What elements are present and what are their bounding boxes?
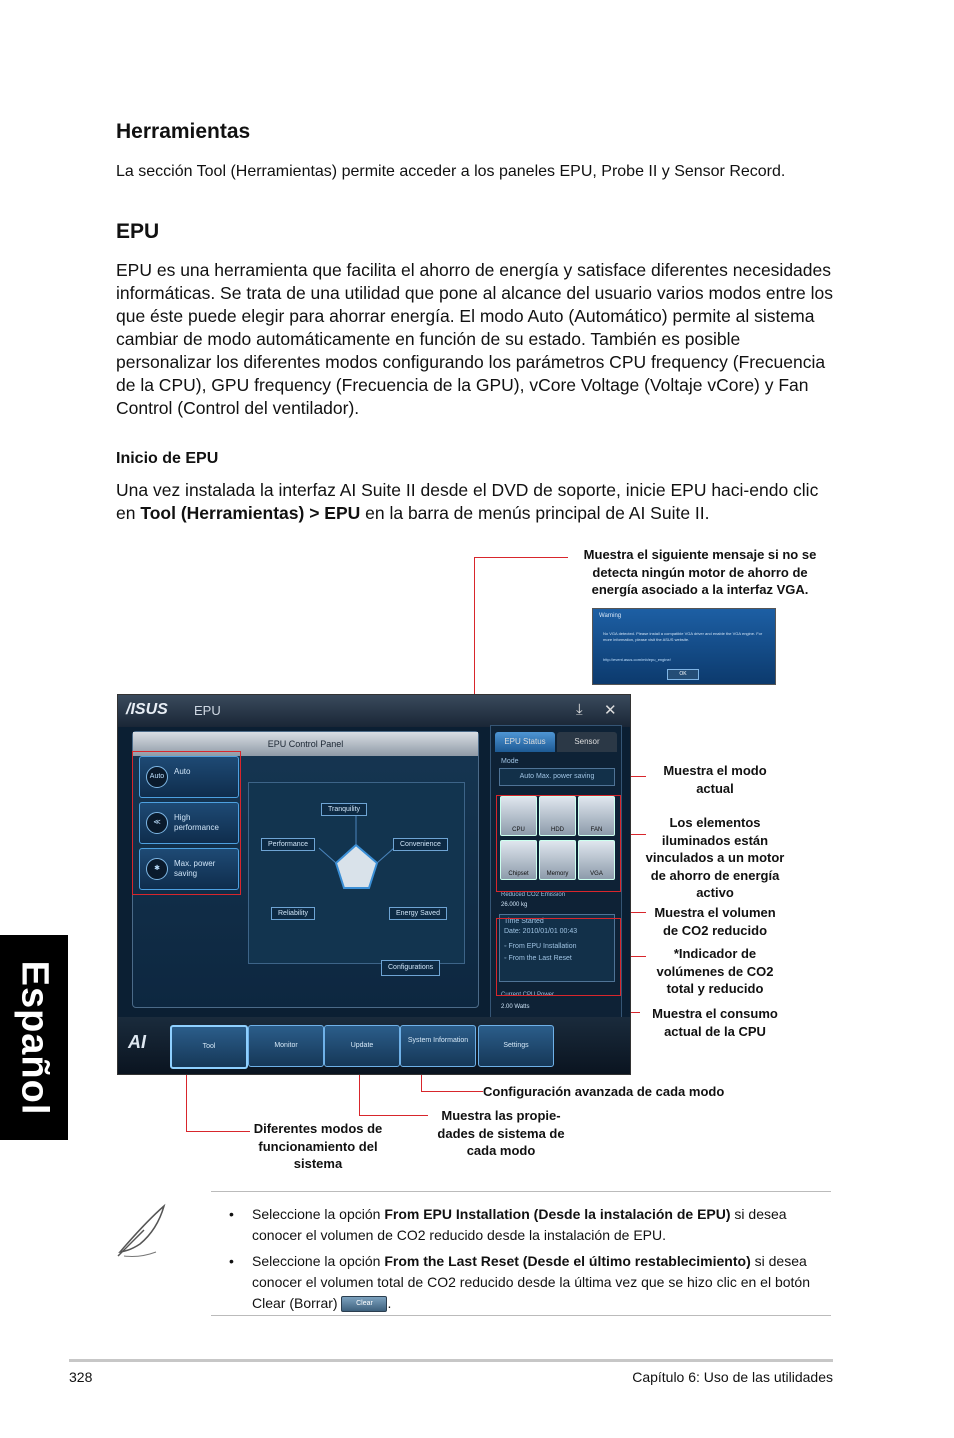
leader-line bbox=[421, 1091, 483, 1092]
note-text: . bbox=[387, 1295, 392, 1311]
note-text: Seleccione la opción bbox=[252, 1206, 385, 1222]
note-text: si desea conocer el volumen de CO2 reducido desde la instalación de EPU. bbox=[252, 1206, 787, 1243]
time-value: Date: 2010/01/01 00:43 bbox=[504, 928, 578, 935]
tile-label: HDD bbox=[551, 827, 564, 833]
menu-tool[interactable]: Tool bbox=[170, 1025, 248, 1069]
tab-sensor[interactable]: Sensor bbox=[557, 732, 617, 752]
mode-label: Mode bbox=[501, 758, 519, 765]
mode-label: High performance bbox=[174, 813, 219, 832]
radar-label-top: Tranquility bbox=[321, 803, 367, 816]
epu-paragraph: EPU es una herramienta que facilita el ahorro de energía y satisface diferentes necesidades informáticas. Se trata de una utilidad que pone al alcance del usuario varios modos entre los que éste puede elegir para ahorrar energía. El modo Auto (Automático) permite al sistema cambiar de modo automáticamente en función de su estado. También es posible personalizar los diferentes modos configurando los parámetros CPU frequency (Frecuencia de la CPU), GPU frequency (Frecuencia de la GPU), vCore Voltage (Voltaje vCore) y Fan Control (Control del ventilador). bbox=[116, 260, 833, 418]
callout-config: Configuración avanzada de cada modo bbox=[483, 1084, 725, 1099]
note-item bbox=[211, 1204, 831, 1246]
clear-button: Clear bbox=[341, 1296, 387, 1312]
saving-icon: ✱ bbox=[146, 858, 168, 880]
auto-icon: Auto bbox=[146, 766, 168, 788]
radar-label-left: Performance bbox=[261, 838, 315, 851]
start-title: Inicio de EPU bbox=[116, 450, 219, 467]
start-text-end: en la barra de menús principal de AI Suite II. bbox=[360, 503, 710, 523]
radar-chart bbox=[248, 782, 465, 964]
radar-axis bbox=[319, 848, 336, 863]
mode-label: Max. power saving bbox=[174, 859, 216, 878]
callout-cpu: Muestra el consumo actual de la CPU bbox=[652, 1006, 778, 1039]
page-number: 328 bbox=[69, 1369, 93, 1385]
tile-label: FAN bbox=[590, 827, 603, 833]
mode-value: Auto Max. power saving bbox=[499, 768, 615, 786]
callout-vga: Muestra el siguiente mensaje si no se detecta ningún motor de ahorro de energía asociado a la interfaz VGA. bbox=[583, 547, 817, 597]
radio-from-installation[interactable]: ◦ From EPU Installation bbox=[504, 943, 577, 950]
radio-from-last-reset[interactable]: ◦ From the Last Reset bbox=[504, 955, 572, 962]
menu-settings[interactable]: Settings bbox=[478, 1025, 554, 1067]
footer-divider bbox=[69, 1359, 833, 1362]
note-box bbox=[211, 1191, 831, 1316]
note-item bbox=[211, 1251, 831, 1314]
warning-text: No VGA detected. Please install a compatible VGA driver and enable the VGA engine. For more information, please visit the ASUS website. bbox=[603, 631, 763, 642]
leader-line bbox=[359, 1115, 428, 1116]
co2-label: Reduced CO2 Emission bbox=[501, 892, 566, 898]
highlight-modes bbox=[132, 751, 241, 895]
app-titlebar bbox=[118, 695, 630, 727]
note-quill-icon bbox=[110, 1200, 172, 1260]
app-title: EPU bbox=[194, 703, 221, 718]
close-icon[interactable]: ✕ bbox=[604, 702, 617, 719]
co2-value: 26.000 kg bbox=[501, 902, 528, 908]
chapter-title: Capítulo 6: Uso de las utilidades bbox=[632, 1369, 833, 1385]
asus-logo: /ISUS bbox=[126, 701, 168, 718]
radar-label-bottom-left: Reliability bbox=[271, 907, 315, 920]
tile-label: CPU bbox=[512, 827, 525, 833]
callout-lit: Los elementos iluminados están vinculados a un motor de ahorro de energía activo bbox=[645, 815, 785, 900]
radar-axis bbox=[377, 848, 394, 863]
warning-title: Warning bbox=[599, 613, 622, 619]
cpu-power-label: Current CPU Power bbox=[501, 992, 555, 998]
intro-paragraph: La sección Tool (Herramientas) permite acceder a los paneles EPU, Probe II y Sensor Record. bbox=[116, 163, 786, 180]
tile-label: VGA bbox=[590, 871, 603, 877]
cpu-power-value: 2.00 Watts bbox=[501, 1004, 530, 1010]
configurations-button[interactable]: Configurations bbox=[381, 960, 440, 976]
leader-line bbox=[186, 1131, 250, 1132]
language-tab bbox=[0, 935, 68, 1140]
radar-label-right: Convenience bbox=[393, 838, 448, 851]
radar-label-bottom-right: Energy Saved bbox=[389, 907, 447, 920]
minimize-icon[interactable]: ⤓ bbox=[576, 701, 583, 718]
ai-suite-logo: AI bbox=[128, 1032, 146, 1052]
radio-label: From the Last Reset bbox=[508, 955, 572, 962]
note-bold: From the Last Reset (Desde el último restablecimiento) bbox=[384, 1253, 751, 1269]
note-bold: ( bbox=[529, 1206, 539, 1222]
leader-line bbox=[474, 557, 568, 558]
menu-monitor[interactable]: Monitor bbox=[248, 1025, 324, 1067]
radio-label: From EPU Installation bbox=[508, 943, 577, 950]
start-bold: Tool (Herramientas) > EPU bbox=[140, 503, 361, 523]
highlight-tiles bbox=[496, 795, 621, 892]
callout-indicator: *Indicador de volúmenes de CO2 total y reducido bbox=[656, 946, 774, 996]
performance-icon: ≪ bbox=[146, 812, 168, 834]
tab-epu-status[interactable]: EPU Status bbox=[495, 732, 555, 752]
menu-system-information[interactable]: System Information bbox=[400, 1025, 476, 1067]
start-text: Una vez instalada la interfaz AI Suite II desde el DVD de soporte, inicie EPU haci-endo clic en bbox=[116, 480, 819, 523]
epu-title: EPU bbox=[116, 220, 160, 243]
note-bold: Desde la instalación de EPU) bbox=[538, 1206, 731, 1222]
note-text: Seleccione la opción bbox=[252, 1253, 385, 1269]
bottom-menu-bar bbox=[118, 1017, 630, 1074]
callout-props: Muestra las propie-dades de sistema de cada modo bbox=[437, 1108, 565, 1158]
menu-update[interactable]: Update bbox=[324, 1025, 400, 1067]
callout-mode: Muestra el modo actual bbox=[663, 763, 767, 796]
tile-label: Chipset bbox=[508, 871, 529, 877]
highlight-co2 bbox=[496, 918, 621, 996]
mode-label: Auto bbox=[174, 767, 191, 776]
vga-warning-screenshot bbox=[592, 608, 776, 685]
note-bold: From EPU Installation bbox=[384, 1206, 530, 1222]
time-label: Time Started bbox=[504, 918, 544, 925]
callout-modes: Diferentes modos de funcionamiento del sistema bbox=[253, 1121, 383, 1171]
callout-co2: Muestra el volumen de CO2 reducido bbox=[654, 905, 776, 938]
tile-label: Memory bbox=[546, 871, 569, 877]
panel-title: EPU Control Panel bbox=[133, 732, 478, 756]
start-paragraph bbox=[116, 479, 838, 525]
note-text: si desea conocer el volumen total de CO2 reducido desde la última vez que se hizo clic en el botón Clear (Borrar) bbox=[252, 1253, 810, 1311]
language-tab-label: Español bbox=[13, 960, 56, 1115]
section-title: Herramientas bbox=[116, 120, 251, 143]
warning-ok-button[interactable]: OK bbox=[667, 669, 699, 680]
radar-shape bbox=[336, 845, 377, 888]
warning-link[interactable]: http://event.asus.com/mb/epu_engine/ bbox=[603, 657, 671, 662]
